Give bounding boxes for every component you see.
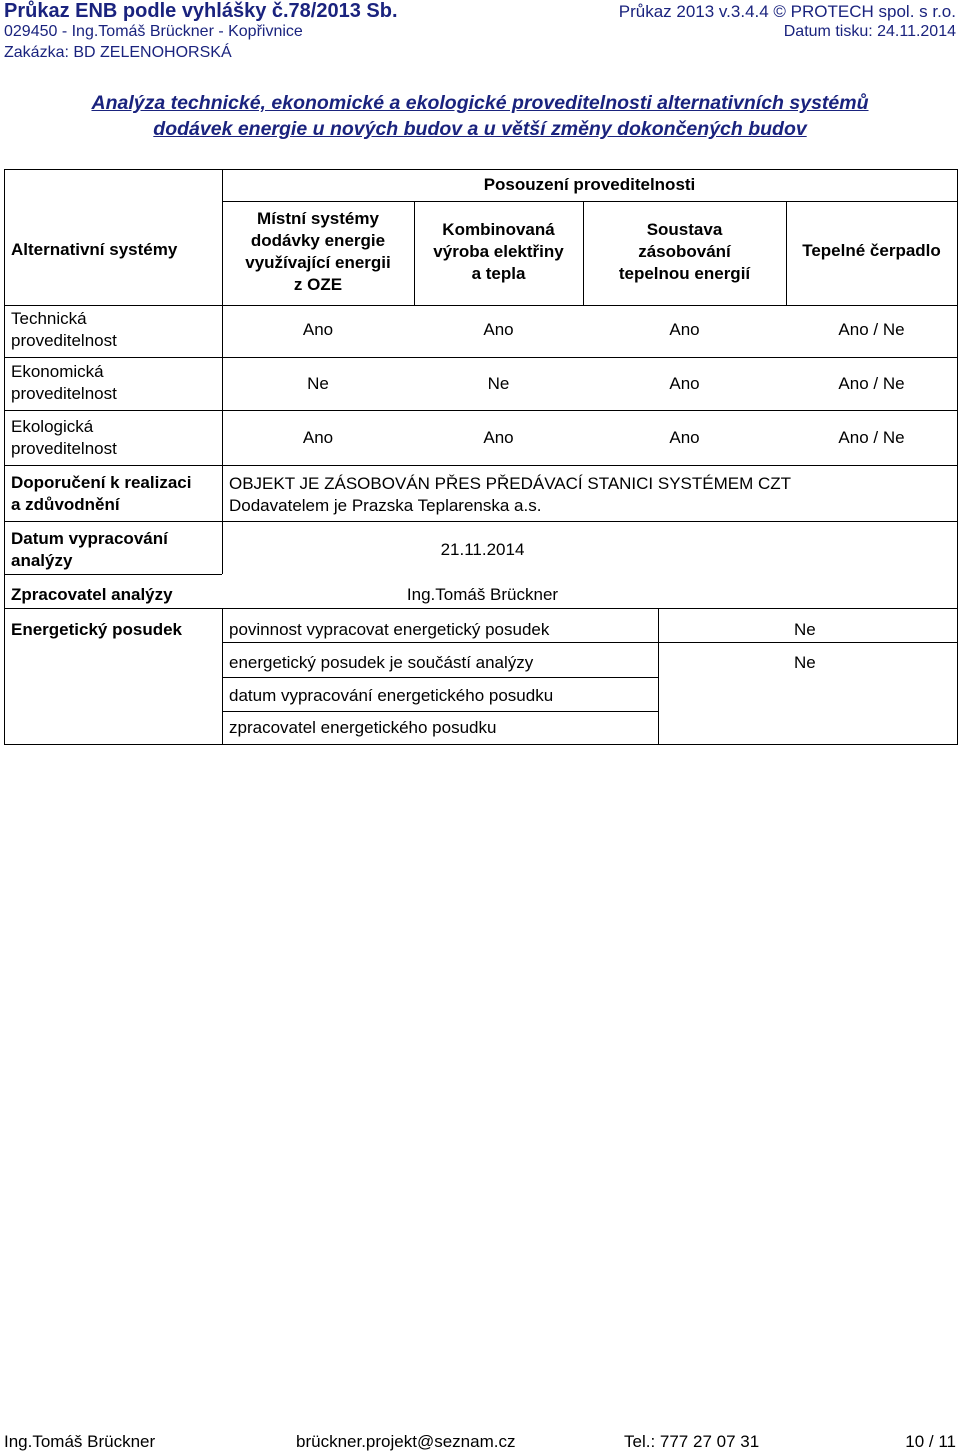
analysis-author-label: Zpracovatel analýzy: [11, 585, 173, 604]
table-cell: Ano / Ne: [838, 374, 905, 393]
table-cell: Ano: [669, 320, 700, 339]
column-header-oze-line: Místní systémy: [257, 209, 379, 228]
column-header-district-heating-line: zásobování: [638, 242, 731, 261]
column-header-district-heating-line: tepelnou energií: [618, 264, 751, 283]
table-cell: Ano: [302, 320, 334, 339]
footer-name: Ing.Tomáš Brückner: [4, 1432, 156, 1451]
column-header-heat-pump-line: Tepelné čerpadlo: [802, 241, 941, 260]
author-line: 029450 - Ing.Tomáš Brückner - Kopřivnice: [4, 23, 303, 40]
analysis-date-label-line: Datum vypracování: [11, 529, 168, 548]
footer-phone: Tel.: 777 27 07 31: [624, 1432, 760, 1451]
row-label-technical: [11, 308, 117, 352]
table-cell: Ano / Ne: [838, 428, 905, 447]
certificate-title: Průkaz ENB podle vyhlášky č.78/2013 Sb.: [4, 0, 398, 22]
alternative-systems-label: Alternativní systémy: [11, 240, 178, 259]
recommendation-label-line: Doporučení k realizaci: [11, 473, 192, 492]
column-header-oze-line: z OZE: [293, 275, 343, 294]
energy-row-label: datum vypracování energetického posudku: [229, 686, 554, 705]
energy-row-label: zpracovatel energetického posudku: [229, 718, 497, 737]
column-header-chp-line: a tepla: [471, 264, 526, 283]
table-cell: Ano: [483, 320, 514, 339]
feasibility-table: [4, 169, 958, 745]
column-header-heat-pump: [786, 241, 957, 261]
row-label-line: proveditelnost: [11, 384, 117, 403]
footer-email: brückner.projekt@seznam.cz: [296, 1432, 516, 1451]
recommendation-label: [11, 472, 191, 516]
group-header-feasibility: Posouzení proveditelnosti: [483, 175, 696, 194]
document-title-line-2: dodávek energie u nových budov a u větší změny dokončených budov: [153, 118, 807, 140]
row-label-line: proveditelnost: [11, 439, 117, 458]
column-header-oze-line: dodávky energie: [250, 231, 386, 250]
order-name: Zakázka: BD ZELENOHORSKÁ: [4, 44, 232, 61]
row-label-line: Ekonomická: [11, 362, 104, 381]
table-cell: Ano: [669, 428, 700, 447]
column-header-district-heating: [583, 219, 786, 285]
analysis-date-label: [11, 528, 168, 572]
page-number: 10 / 11: [905, 1432, 956, 1451]
table-cell: Ne: [487, 374, 510, 393]
column-header-oze: [222, 208, 414, 296]
analysis-date-label-line: analýzy: [11, 551, 73, 570]
row-label-line: proveditelnost: [11, 331, 117, 350]
recommendation-text: [229, 473, 791, 517]
analysis-author-value: [222, 585, 957, 605]
recommendation-text-line: OBJEKT JE ZÁSOBOVÁN PŘES PŘEDÁVACÍ STANICI SYSTÉMEM CZT: [229, 474, 792, 493]
row-label-line: Technická: [11, 309, 87, 328]
analysis-date-text: 21.11.2014: [440, 540, 525, 559]
table-cell: Ne: [307, 374, 329, 393]
column-header-chp-line: výroba elektřiny: [433, 242, 564, 261]
analysis-date-value: [222, 540, 957, 560]
page-header: [4, 0, 956, 66]
table-cell: Ano: [302, 428, 334, 447]
analysis-author-text: Ing.Tomáš Brückner: [406, 585, 559, 604]
energy-row-label: energetický posudek je součástí analýzy: [229, 653, 534, 672]
column-header-oze-line: využívající energii: [245, 253, 391, 272]
row-label-line: Ekologická: [11, 417, 94, 436]
column-header-district-heating-line: Soustava: [646, 220, 723, 239]
row-label-ecological: [11, 416, 117, 460]
column-header-chp-line: Kombinovaná: [442, 220, 555, 239]
energy-assessment-label: Energetický posudek: [11, 620, 183, 639]
document-title-line-1: Analýza technické, ekonomické a ekologické proveditelnosti alternativních systémů: [91, 92, 869, 114]
column-header-chp: [414, 219, 583, 285]
recommendation-label-line: a zdůvodnění: [11, 495, 120, 514]
energy-row-label: povinnost vypracovat energetický posudek: [229, 620, 550, 639]
table-cell: Ano: [669, 374, 700, 393]
table-cell: Ano: [483, 428, 514, 447]
software-version: Průkaz 2013 v.3.4.4 © PROTECH spol. s r.o.: [618, 2, 956, 21]
row-label-economic: [11, 361, 117, 405]
print-date: Datum tisku: 24.11.2014: [783, 23, 956, 40]
table-cell: Ano / Ne: [838, 320, 905, 339]
energy-row-value: Ne: [794, 620, 816, 639]
document-title: [0, 90, 960, 142]
recommendation-text-line: Dodavatelem je Prazska Teplarenska a.s.: [229, 496, 542, 515]
energy-row-value: Ne: [794, 653, 816, 672]
